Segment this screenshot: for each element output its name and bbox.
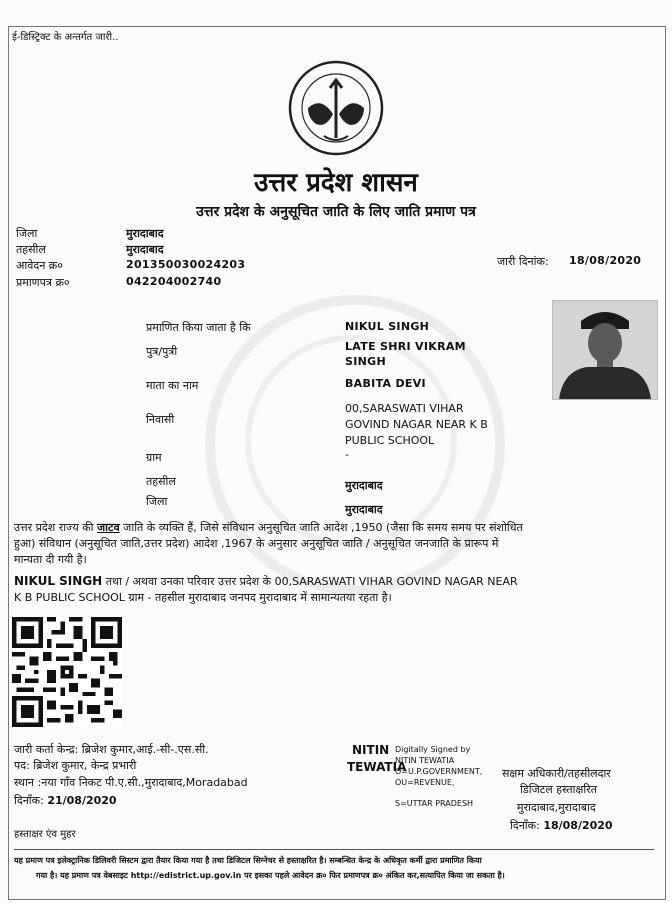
applicant-photo [552, 300, 658, 400]
district-label: जिला [146, 495, 168, 508]
signer-name-line1: NITIN [352, 743, 390, 757]
issuer-date-label: दिनाँक: [14, 794, 44, 807]
paragraph1-post: जाति के व्यक्ति हैं, जिसे संविधान अनुसूचित जाति आदेश ,1950 (जैसा कि समय समय पर संशोधित [119, 521, 523, 534]
relation-label: पुत्र/पुत्री [146, 345, 178, 358]
qr-code-icon [12, 617, 122, 727]
tehsil-label: तहसील [146, 475, 176, 488]
footer-line1: यह प्रमाण पत्र इलेक्ट्रानिक डिलिवरी सिस्टम द्वारा तैयार किया गया है तथा डिजिटल सिग्नेचर से हस्ताक्षरित है। सम्बन्धित केन्द्र के अधिकृत कर्मी द्वारा प्रमाणित किया [14, 856, 482, 865]
father-name-line1: LATE SHRI VIKRAM [345, 340, 466, 353]
header-note: ई-डिस्ट्रिक्ट के अन्तर्गत जारी.. [12, 32, 119, 43]
address-line2: GOVIND NAGAR NEAR K B [345, 418, 488, 431]
village-label: ग्राम [146, 451, 162, 464]
signer-name-line2: TEWATIA [347, 760, 407, 774]
meta-label-application-no: आवेदन क्र० [16, 259, 63, 272]
father-name-line2: SINGH [345, 355, 386, 368]
meta-value-district: मुरादाबाद [126, 227, 164, 240]
issuer-place: स्थान :नया गाँव निकट पी.ए.सी.,मुरादाबाद,Moradabad [14, 776, 248, 789]
digital-sign-line1: Digitally Signed by [395, 745, 471, 754]
paragraph1-line1 [14, 520, 523, 535]
tehsil-value: मुरादाबाद [345, 479, 383, 492]
up-govt-emblem-icon [286, 58, 386, 158]
meta-value-certificate-no: 042204002740 [126, 275, 222, 288]
digital-sign-line3: O=U.P.GOVERNMENT, [395, 767, 483, 776]
mother-label: माता का नाम [146, 379, 199, 392]
issuer-center: जारी कर्ता केन्द्र: ब्रिजेश कुमार,आई.-सी-.एस.सी. [14, 743, 209, 756]
paragraph2-line2: K B PUBLIC SCHOOL ग्राम - तहसील मुरादाबाद जनपद मुरादाबाद में सामान्यतया रहता है। [14, 591, 392, 604]
paragraph1-line3: मान्यता दी गयी है। [14, 553, 87, 566]
person-photo-icon [553, 301, 657, 399]
meta-label-tehsil: तहसील [16, 243, 46, 256]
authority-date [510, 818, 613, 833]
issue-date: 18/08/2020 [569, 254, 642, 267]
page-title: उत्तर प्रदेश शासन [254, 168, 418, 198]
authority-date-value: 18/08/2020 [543, 819, 613, 832]
mother-name: BABITA DEVI [345, 377, 426, 390]
authority-place: मुरादाबाद,मुरादाबाद [517, 801, 596, 814]
digital-sign-line5: S=UTTAR PRADESH [395, 799, 474, 808]
district-value: मुरादाबाद [345, 503, 383, 516]
sign-and-seal-label: हस्ताक्षर एंव मुहर [14, 829, 76, 840]
issuer-date [14, 793, 117, 808]
caste-name: जाटव [97, 521, 120, 534]
paragraph2-post: तथा / अथवा उनका परिवार उत्तर प्रदेश के 00,SARASWATI VIHAR GOVIND NAGAR NEAR [102, 575, 518, 588]
issuer-post: पद: ब्रिजेश कुमार, केन्द्र प्रभारी [14, 759, 137, 772]
paragraph1-pre: उत्तर प्रदेश राज्य की [14, 521, 98, 534]
authority-date-label: दिनाँक: [510, 819, 540, 832]
meta-value-tehsil: मुरादाबाद [126, 243, 164, 256]
village-value: - [345, 448, 349, 461]
meta-value-application-no: 201350030024203 [126, 258, 246, 271]
authority-title: सक्षम अधिकारी/तहसीलदार [502, 767, 611, 780]
address-line3: PUBLIC SCHOOL [345, 434, 435, 447]
paragraph1-line2: हुआ) संविधान (अनुसूचित जाति,उत्तर प्रदेश) आदेश ,1967 के अनुसार अनुसूचित जाति / अनुसूचित जनजाति के प्रारूप में [14, 537, 499, 550]
issuer-date-value: 21/08/2020 [47, 794, 117, 807]
resident-label: निवासी [146, 413, 175, 426]
footer-line2: गया है। यह प्रमाण पत्र वेबसाइट http://edistrict.up.gov.in पर इसका पहले आवेदन क्र० फिर प्रमाणपत्र क्र० अंकित कर,सत्यापित किया जा सकता है। [36, 871, 505, 880]
digital-sign-line4: OU=REVENUE, [395, 778, 455, 787]
paragraph2-line1 [14, 574, 518, 589]
footer-divider [14, 849, 654, 850]
meta-label-district: जिला [16, 227, 38, 240]
issue-date-label: जारी दिनांक: [497, 255, 549, 268]
meta-label-certificate-no: प्रमाणपत्र क्र० [16, 276, 70, 289]
address-line1: 00,SARASWATI VIHAR [345, 402, 464, 415]
applicant-name: NIKUL SINGH [345, 320, 430, 333]
authority-sign: डिजिटल हस्ताक्षरित [520, 783, 597, 796]
digital-sign-line2: NITIN TEWATIA [395, 756, 455, 765]
certificate-subtitle: उत्तर प्रदेश के अनुसूचित जाति के लिए जाति प्रमाण पत्र [196, 204, 476, 220]
certify-label: प्रमाणित किया जाता है कि [146, 321, 251, 334]
paragraph2-name: NIKUL SINGH [14, 574, 103, 588]
